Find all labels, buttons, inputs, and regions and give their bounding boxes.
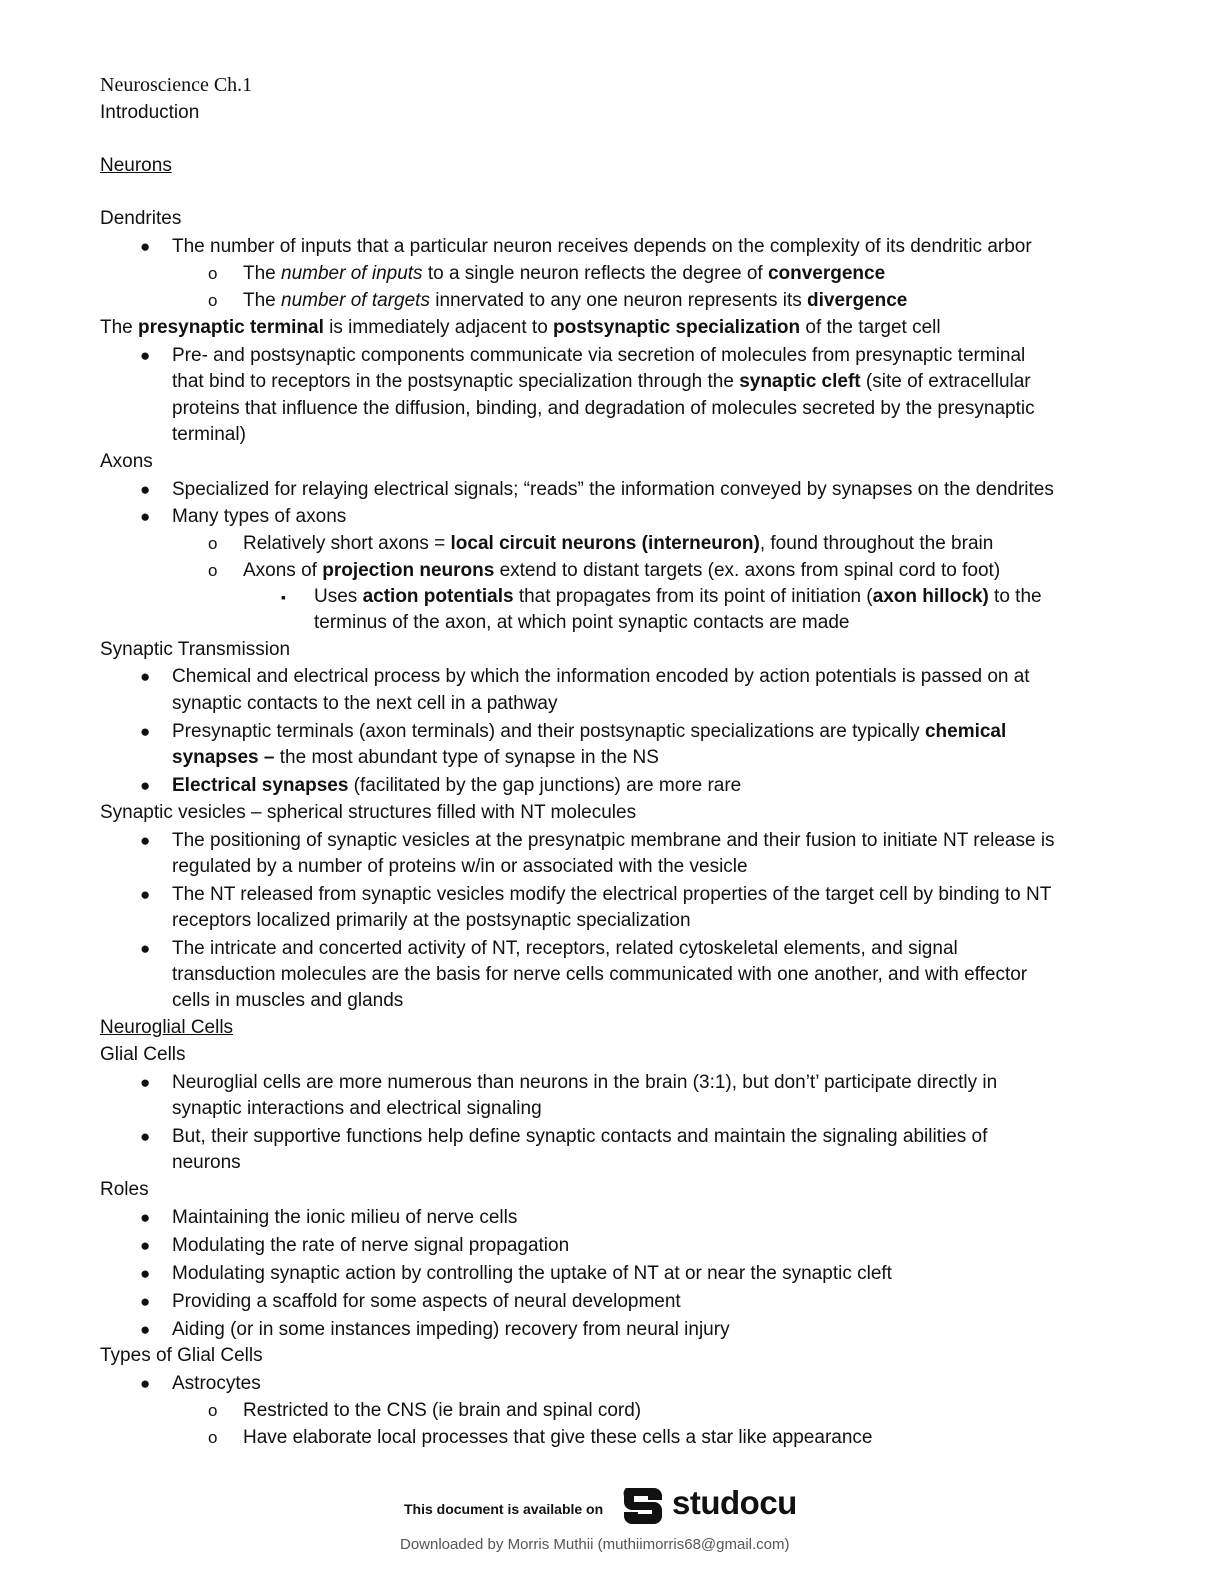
bullet-marker: ●: [140, 1374, 151, 1393]
bullet-marker: ●: [140, 237, 151, 256]
bullet-marker: ●: [140, 480, 151, 499]
list-item: Aiding (or in some instances impeding) recovery from neural injury: [172, 1319, 730, 1340]
list-item-line: synaptic interactions and electrical signaling: [172, 1098, 542, 1119]
studocu-logo-icon[interactable]: [620, 1482, 666, 1528]
bullet-marker: ●: [140, 1236, 151, 1255]
list-item: Axons of projection neurons extend to distant targets (ex. axons from spinal cord to foot): [243, 560, 1001, 581]
studocu-brand-link[interactable]: studocu: [672, 1484, 797, 1521]
list-item: Maintaining the ionic milieu of nerve cells: [172, 1207, 518, 1228]
list-item-line: terminus of the axon, at which point synaptic contacts are made: [314, 612, 850, 633]
list-item-line: synaptic contacts to the next cell in a pathway: [172, 693, 558, 714]
list-item-line: transduction molecules are the basis for nerve cells communicated with one another, and with effector: [172, 964, 1028, 985]
bullet-marker: ●: [140, 1292, 151, 1311]
bullet-marker: ●: [140, 1264, 151, 1283]
list-item-line: that bind to receptors in the postsynaptic specialization through the synaptic cleft (site of extracellular: [172, 371, 1031, 392]
list-item: Uses action potentials that propagates from its point of initiation (axon hillock) to the: [314, 586, 1042, 607]
list-item-line: But, their supportive functions help define synaptic contacts and maintain the signaling abilities of: [172, 1126, 988, 1147]
list-item-line: neurons: [172, 1152, 241, 1173]
subheading-synaptic-vesicles: Synaptic vesicles – spherical structures filled with NT molecules: [100, 802, 637, 823]
bullet-marker: ●: [140, 667, 151, 686]
sub-bullet-marker: o: [208, 561, 218, 580]
footer-available-text: This document is available on: [404, 1501, 604, 1517]
list-item-line: terminal): [172, 424, 246, 445]
paragraph-presynaptic: The presynaptic terminal is immediately adjacent to postsynaptic specialization of the target cell: [100, 317, 941, 338]
list-item: Modulating synaptic action by controlling the uptake of NT at or near the synaptic cleft: [172, 1263, 892, 1284]
sub-bullet-marker: o: [208, 1401, 218, 1420]
list-item-line: receptors localized primarily at the postsynaptic specialization: [172, 910, 691, 931]
sub-bullet-marker: o: [208, 264, 218, 283]
square-bullet-marker: ▪: [281, 589, 286, 605]
bullet-marker: ●: [140, 1127, 151, 1146]
subheading-roles: Roles: [100, 1179, 149, 1200]
bullet-marker: ●: [140, 831, 151, 850]
list-item: The number of inputs to a single neuron reflects the degree of convergence: [243, 263, 886, 284]
bullet-marker: ●: [140, 885, 151, 904]
subheading-synaptic-transmission: Synaptic Transmission: [100, 639, 291, 660]
list-item-line: The positioning of synaptic vesicles at the presynatpic membrane and their fusion to initiate NT release is: [172, 830, 1055, 851]
list-item-line: cells in muscles and glands: [172, 990, 404, 1011]
bullet-marker: ●: [140, 507, 151, 526]
sub-bullet-marker: o: [208, 1428, 218, 1447]
list-item: The number of targets innervated to any one neuron represents its divergence: [243, 290, 908, 311]
bullet-marker: ●: [140, 346, 151, 365]
list-item-line: Presynaptic terminals (axon terminals) and their postsynaptic specializations are typically chemical: [172, 721, 1007, 742]
sub-bullet-marker: o: [208, 291, 218, 310]
bullet-marker: ●: [140, 1320, 151, 1339]
list-item-line: Pre- and postsynaptic components communicate via secretion of molecules from presynaptic terminal: [172, 345, 1026, 366]
list-item-line: The NT released from synaptic vesicles modify the electrical properties of the target cell by binding to NT: [172, 884, 1052, 905]
list-item: Specialized for relaying electrical signals; “reads” the information conveyed by synapses on the dendrites: [172, 479, 1054, 500]
bullet-marker: ●: [140, 1208, 151, 1227]
sub-bullet-marker: o: [208, 534, 218, 553]
list-item: Modulating the rate of nerve signal propagation: [172, 1235, 570, 1256]
list-item: Many types of axons: [172, 506, 347, 527]
bullet-marker: ●: [140, 1073, 151, 1092]
section-heading-neuroglial: Neuroglial Cells: [100, 1017, 234, 1038]
subheading-axons: Axons: [100, 451, 153, 472]
bullet-marker: ●: [140, 776, 151, 795]
document-subtitle: Introduction: [100, 102, 200, 123]
list-item-line: The intricate and concerted activity of NT, receptors, related cytoskeletal elements, and signal: [172, 938, 958, 959]
list-item-line: proteins that influence the diffusion, binding, and degradation of molecules secreted by the presynaptic: [172, 398, 1035, 419]
document-title: Neuroscience Ch.1: [100, 74, 253, 96]
subheading-glial-cells: Glial Cells: [100, 1044, 186, 1065]
list-item: Have elaborate local processes that give these cells a star like appearance: [243, 1427, 873, 1448]
bullet-marker: ●: [140, 939, 151, 958]
list-item-line: Neuroglial cells are more numerous than neurons in the brain (3:1), but don’t’ participate directly in: [172, 1072, 998, 1093]
list-item: The number of inputs that a particular neuron receives depends on the complexity of its dendritic arbor: [172, 236, 1032, 257]
list-item: Relatively short axons = local circuit neurons (interneuron), found throughout the brain: [243, 533, 994, 554]
list-item: Providing a scaffold for some aspects of neural development: [172, 1291, 681, 1312]
list-item: Electrical synapses (facilitated by the gap junctions) are more rare: [172, 775, 742, 796]
bullet-marker: ●: [140, 722, 151, 741]
list-item: Astrocytes: [172, 1373, 261, 1394]
section-heading-neurons: Neurons: [100, 155, 172, 176]
footer-downloaded-by: Downloaded by Morris Muthii (muthiimorris68@gmail.com): [400, 1536, 790, 1553]
list-item: Restricted to the CNS (ie brain and spinal cord): [243, 1400, 642, 1421]
list-item-line: synapses – the most abundant type of synapse in the NS: [172, 747, 659, 768]
list-item-line: Chemical and electrical process by which the information encoded by action potentials is passed on at: [172, 666, 1030, 687]
subheading-dendrites: Dendrites: [100, 208, 182, 229]
list-item-line: regulated by a number of proteins w/in or associated with the vesicle: [172, 856, 748, 877]
subheading-types-of-glial-cells: Types of Glial Cells: [100, 1345, 263, 1366]
